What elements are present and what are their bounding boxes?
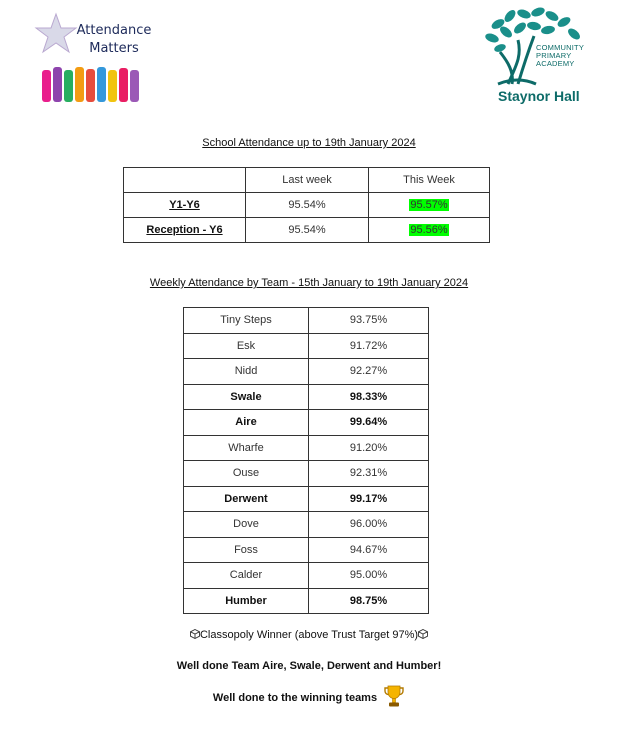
teams-heading: Weekly Attendance by Team - 15th January to 19th January 2024 <box>149 277 469 289</box>
school-name: Staynor Hall <box>498 88 580 104</box>
summary-header-blank <box>124 168 246 193</box>
staynor-hall-logo <box>478 6 608 106</box>
summary-this-week-value: 95.57% <box>410 199 448 211</box>
summary-this-week-cell <box>369 193 490 218</box>
teams-table <box>183 307 429 614</box>
team-row <box>184 308 429 334</box>
summary-heading: School Attendance up to 19th January 2024 <box>202 137 416 149</box>
summary-this-week-cell <box>369 218 490 243</box>
school-subtitle: COMMUNITY PRIMARY ACADEMY <box>536 43 584 68</box>
team-row <box>184 359 429 385</box>
team-value: 98.33% <box>309 384 429 410</box>
well-done-winning-text: Well done to the winning teams <box>212 692 378 704</box>
well-done-teams-line: Well done Team Aire, Swale, Derwent and Humber! <box>176 660 442 672</box>
team-value: 98.75% <box>309 588 429 614</box>
team-name: Humber <box>184 588 309 614</box>
team-row <box>184 384 429 410</box>
team-value: 96.00% <box>309 512 429 538</box>
summary-row <box>124 218 490 243</box>
team-value: 91.20% <box>309 435 429 461</box>
team-value: 93.75% <box>309 308 429 334</box>
team-name: Swale <box>184 384 309 410</box>
team-row <box>184 512 429 538</box>
team-name: Tiny Steps <box>184 308 309 334</box>
summary-row-label: Reception - Y6 <box>124 218 246 243</box>
summary-last-week-value: 95.54% <box>246 218 369 243</box>
team-row <box>184 588 429 614</box>
attendance-matters-text: Attendance Matters <box>76 23 152 56</box>
team-value: 95.00% <box>309 563 429 589</box>
team-name: Wharfe <box>184 435 309 461</box>
summary-header-last-week: Last week <box>246 168 369 193</box>
team-row <box>184 435 429 461</box>
team-row <box>184 333 429 359</box>
team-row <box>184 563 429 589</box>
summary-row-label: Y1-Y6 <box>124 193 246 218</box>
team-row <box>184 537 429 563</box>
team-name: Derwent <box>184 486 309 512</box>
team-name: Foss <box>184 537 309 563</box>
team-row <box>184 486 429 512</box>
team-name: Ouse <box>184 461 309 487</box>
well-done-winning-line <box>0 684 618 708</box>
cube-icon <box>418 629 428 639</box>
team-name: Calder <box>184 563 309 589</box>
team-value: 92.27% <box>309 359 429 385</box>
team-row <box>184 410 429 436</box>
summary-row <box>124 193 490 218</box>
team-name: Dove <box>184 512 309 538</box>
team-value: 92.31% <box>309 461 429 487</box>
team-value: 99.64% <box>309 410 429 436</box>
team-value: 99.17% <box>309 486 429 512</box>
classopoly-text: Classopoly Winner (above Trust Target 97%) <box>199 629 419 641</box>
summary-header-row <box>124 168 490 193</box>
team-name: Esk <box>184 333 309 359</box>
team-row <box>184 461 429 487</box>
team-name: Nidd <box>184 359 309 385</box>
cube-icon <box>190 629 200 639</box>
summary-header-this-week: This Week <box>369 168 490 193</box>
team-name: Aire <box>184 410 309 436</box>
summary-table <box>123 167 490 243</box>
attendance-matters-logo <box>34 12 154 108</box>
summary-last-week-value: 95.54% <box>246 193 369 218</box>
trophy-icon <box>383 684 405 708</box>
summary-this-week-value: 95.56% <box>410 224 448 236</box>
team-value: 94.67% <box>309 537 429 563</box>
team-value: 91.72% <box>309 333 429 359</box>
classopoly-line <box>0 629 618 641</box>
